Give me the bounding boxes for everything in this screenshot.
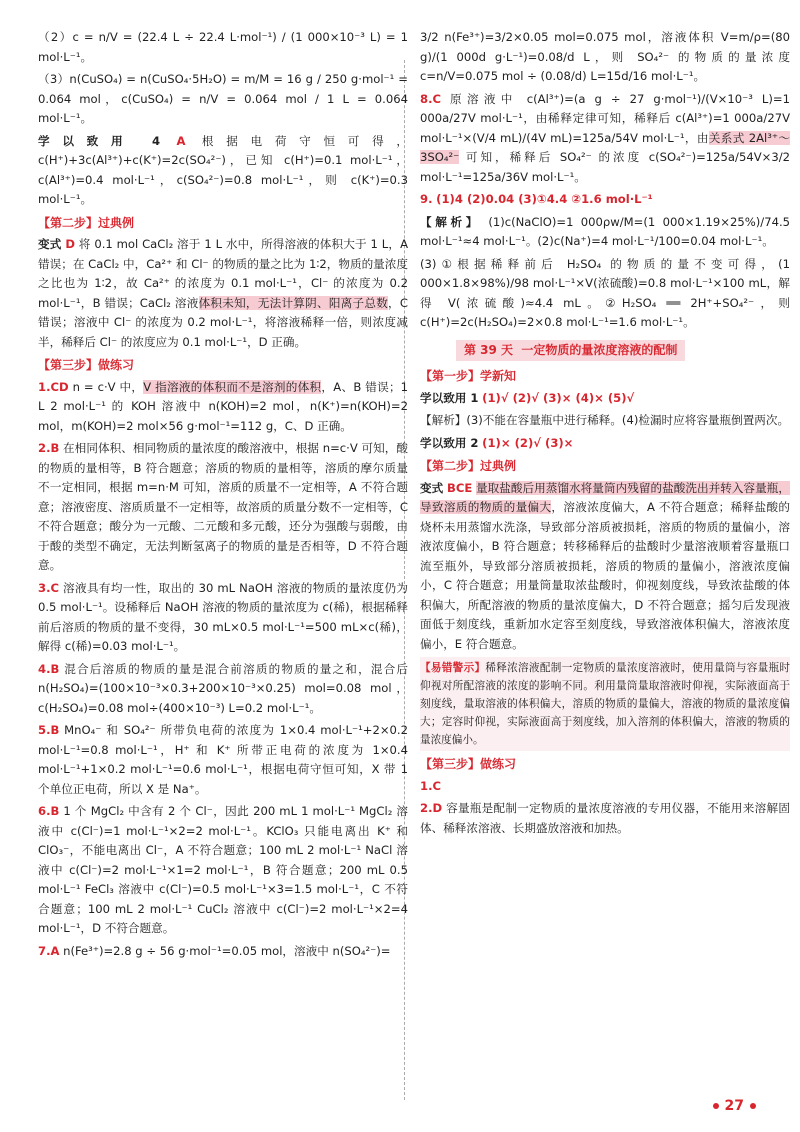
practice-1	[420, 777, 790, 797]
xy1-answers: (1)√ (2)√ (3)× (4)× (5)√	[482, 390, 635, 405]
q2-number: 2.B	[38, 441, 60, 455]
q3-text: 溶液具有均一性，取出的 30 mL NaOH 溶液的物质的量浓度仍为 0.5 mol·L⁻¹。设稀释后 NaOH 溶液的物质的量浓度为 c(稀)，根据稀释前后溶质的物质的量不变得，30 mL×0.5 mol·L⁻¹=500 mL×c(稀)，解得 c(稀)=0.03 mol·L⁻¹。	[38, 580, 408, 653]
q5-number: 5.B	[38, 723, 60, 737]
q5-paragraph	[38, 721, 408, 799]
variant-right-answer: BCE	[447, 480, 473, 495]
xy2-paragraph	[420, 434, 790, 454]
warning-note	[420, 657, 790, 751]
variant-text-b: ，C 错误；溶液中 Cl⁻ 的浓度为 0.2 mol·L⁻¹，将溶液稀释一倍，则浓度减半，稀释后 Cl⁻ 的浓度应为 0.1 mol·L⁻¹，D 正确。	[38, 295, 408, 349]
q9-answers: (1)4 (2)0.04 (3)①4.4 ②1.6 mol·L⁻¹	[436, 192, 653, 206]
formula-2: （2）c = n/V = (22.4 L ÷ 22.4 L·mol⁻¹) / (1 000×10⁻³ L) = 1 mol·L⁻¹。	[38, 30, 408, 64]
step3-heading: 【第三步】做练习	[38, 358, 135, 372]
warning-label: 【易错警示】	[420, 662, 486, 674]
day-number: 第 39 天	[464, 342, 514, 357]
q9-answer-line	[420, 190, 790, 210]
right-column	[420, 28, 790, 841]
q1-highlight: V 指溶液的体积而不是溶剂的体积	[143, 379, 322, 394]
variant-right-label: 变式	[420, 480, 444, 495]
q8-text-a: 原溶液中 c(Al³⁺)=(a g ÷ 27 g·mol⁻¹)/(V×10⁻³ L)=1 000a/27V mol·L⁻¹，由稀释定律可知，稀释后 c(Al³⁺)=1 000a/27V mol·L⁻¹×(V/4 mL)/(4V mL)=125a/54V mol·L⁻¹，由	[420, 91, 791, 145]
practice-2-number: 2.D	[420, 801, 443, 815]
page-number	[707, 1098, 762, 1114]
q8-number: 8.C	[420, 91, 441, 106]
xy4-text: 根据电荷守恒可得，c(H⁺)+3c(Al³⁺)+c(K⁺)=2c(SO₄²⁻)，已知 c(H⁺)=0.1 mol·L⁻¹，c(Al³⁺)=0.4 mol·L⁻¹，c(SO₄²⁻)=0.8 mol·L⁻¹，则 c(K⁺)=0.3 mol·L⁻¹。	[38, 133, 408, 206]
xy1-paragraph	[420, 389, 790, 409]
q9-analysis-2: (3)①根据稀释前后 H₂SO₄ 的物质的量不变可得，(1 000×1.8×98%)/98 mol·L⁻¹×V(浓硫酸)=0.8 mol·L⁻¹×100 mL，解得 V(浓硫酸)≈4.4 mL。②H₂SO₄ ══ 2H⁺+SO₄²⁻，则 c(H⁺)=2c(H₂SO₄)=2×0.8 mol·L⁻¹=1.6 mol·L⁻¹。	[420, 256, 790, 329]
step3-heading-right: 【第三步】做练习	[420, 757, 517, 771]
practice-1-number: 1.C	[420, 778, 441, 793]
q1-text-b: ，A、B 错误；1 L 2 mol·L⁻¹ 的 KOH 溶液中 n(KOH)=2 mol，n(K⁺)=n(KOH)=2 mol，m(KOH)=2 mol×56 g·mol⁻¹=112 g，C、D 正确。	[38, 379, 408, 433]
variant-right-text: ，溶液浓度偏大，A 不符合题意；稀释盐酸的烧杯未用蒸馏水洗涤，导致部分溶质被损耗，溶质的物质的量偏小，溶液浓度偏小，B 符合题意；转移稀释后的盐酸时少量溶液顺着容量瓶口流至瓶外，导致部分溶质被损耗，溶质的物质的量偏小，溶液浓度偏小，C 符合题意；用量筒量取浓盐酸时，仰视刻度线，导致浓盐酸的体积偏大，所配溶液的物质的量浓度偏大，D 不符合题意；摇匀后发现液面低于刻度线，重新加水定容至刻度线，导致溶液体积偏大，溶液浓度偏小，E 符合题意。	[420, 500, 790, 651]
left-column	[38, 28, 408, 964]
variant-right-highlight: 量取盐酸后用蒸馏水将量筒内残留的盐酸洗出并转入容量瓶，导致溶质的物质的量偏大	[420, 480, 790, 514]
practice-2	[420, 799, 790, 838]
xy1-label: 学以致用 1	[420, 390, 479, 405]
step1-heading: 【第一步】学新知	[420, 369, 517, 383]
q5-text: MnO₄⁻ 和 SO₄²⁻ 所带负电荷的浓度为 1×0.4 mol·L⁻¹+2×0.2 mol·L⁻¹=0.8 mol·L⁻¹，H⁺ 和 K⁺ 所带正电荷的浓度为 1×0.4 mol·L⁻¹+1×0.2 mol·L⁻¹=0.6 mol·L⁻¹，根据电荷守恒可知，X 带 1 个单位正电荷，所以 X 是 Na⁺。	[38, 723, 408, 796]
q6-text: 1 个 MgCl₂ 中含有 2 个 Cl⁻，因此 200 mL 1 mol·L⁻¹ MgCl₂ 溶液中 c(Cl⁻)=1 mol·L⁻¹×2=2 mol·L⁻¹。KClO₃ 只能电离出 K⁺ 和 ClO₃⁻，不能电离出 Cl⁻，A 不符合题意；100 mL 2 mol·L⁻¹ NaCl 溶液中 c(Cl⁻)=2 mol·L⁻¹×1=2 mol·L⁻¹，B 符合题意；200 mL 0.5 mol·L⁻¹ FeCl₃ 溶液中 c(Cl⁻)=0.5 mol·L⁻¹×3=1.5 mol·L⁻¹，C 不符合题意；100 mL 2 mol·L⁻¹ CuCl₂ 溶液中 c(Cl⁻)=2 mol·L⁻¹×2=4 mol·L⁻¹，D 不符合题意。	[38, 804, 409, 935]
q4-number: 4.B	[38, 661, 60, 676]
q6-number: 6.B	[38, 804, 60, 818]
q2-text: 在相同体积、相同物质的量浓度的酸溶液中，根据 n=c·V 可知，酸的物质的量相等，B 符合题意；溶质的物质的量相等，溶质的摩尔质量不一定相同，根据 m=n·M 可知，溶质的质量不一定相等，A 不符合题意；溶液密度、溶质质量不一定相等，故溶质的质量分数不一定相等，C 不符合题意；酸分为一元酸、二元酸和多元酸，还分为强酸与弱酸，由于酸的类型不确定，无法判断氢离子的物质的量是否相等，D 不符合题意。	[38, 441, 408, 572]
xy1-analysis: 【解析】(3)不能在容量瓶中进行稀释。(4)检漏时应将容量瓶倒置两次。	[420, 413, 790, 427]
q9-analysis-label: 【解析】	[420, 214, 481, 229]
variant-answer: D	[65, 237, 75, 251]
q4-text: 混合后溶质的物质的量是混合前溶质的物质的量之和，混合后 n(H₂SO₄)=(100×10⁻³×0.3+200×10⁻³×0.25) mol=0.08 mol，c(H₂SO₄)=0.08 mol÷(400×10⁻³) L=0.2 mol·L⁻¹。	[38, 661, 408, 715]
q9-analysis-1	[420, 213, 790, 252]
day-title: 一定物质的量浓度溶液的配制	[521, 342, 678, 357]
variant-text-a: 将 0.1 mol CaCl₂ 溶于 1 L 水中，所得溶液的体积大于 1 L，A 错误；在 CaCl₂ 中，Ca²⁺ 和 Cl⁻ 的物质的量之比为 1∶2，物质的量浓度之比也为 1∶2，故 Ca²⁺ 的浓度为 0.1 mol·L⁻¹，Cl⁻ 的浓度为 0.2 mol·L⁻¹，B 错误；CaCl₂ 溶液	[38, 237, 409, 310]
formula-3: （3）n(CuSO₄) = n(CuSO₄·5H₂O) = m/M = 16 g / 250 g·mol⁻¹ = 0.064 mol，c(CuSO₄) = n/V = 0.064 mol / 1 L = 0.064 mol·L⁻¹。	[38, 72, 408, 125]
q4-paragraph	[38, 660, 408, 719]
q8-highlight: 关系式 2Al³⁺～3SO₄²⁻	[420, 130, 791, 164]
variant-right-paragraph	[420, 479, 790, 655]
q7-continued: 3/2 n(Fe³⁺)=3/2×0.05 mol=0.075 mol，溶液体积 V=m/ρ=(80 g)/(1 000d g·L⁻¹)=0.08/d L，则 SO₄²⁻ 的物质的量浓度 c=n/V=0.075 mol ÷ (0.08/d) L=15d/16 mol·L⁻¹。	[420, 30, 790, 83]
xy2-label: 学以致用 2	[420, 435, 479, 450]
dot-icon	[750, 1103, 756, 1109]
q3-paragraph	[38, 579, 408, 657]
xy4-paragraph	[38, 132, 408, 210]
q7-text: n(Fe³⁺)=2.8 g ÷ 56 g·mol⁻¹=0.05 mol，溶液中 n(SO₄²⁻)=	[63, 943, 391, 958]
variant-label: 变式	[38, 237, 62, 251]
q7-number: 7.A	[38, 943, 60, 958]
practice-2-text: 容量瓶是配制一定物质的量浓度溶液的专用仪器，不能用来溶解固体、稀释浓溶液、长期盛放溶液和加热。	[420, 801, 790, 835]
q2-paragraph	[38, 439, 408, 576]
day-heading	[420, 336, 790, 364]
q1-paragraph	[38, 378, 408, 437]
q7-paragraph	[38, 942, 408, 962]
q3-number: 3.C	[38, 580, 59, 595]
day-badge	[456, 340, 685, 362]
step2-heading-right: 【第二步】过典例	[420, 459, 517, 473]
q1-number: 1.CD	[38, 379, 69, 394]
page-number-text: 27	[724, 1098, 744, 1114]
variant-paragraph	[38, 235, 408, 352]
q8-text-b: 可知，稀释后 SO₄²⁻ 的浓度 c(SO₄²⁻)=125a/54V×3/2 mol·L⁻¹=125a/36V mol·L⁻¹。	[420, 150, 790, 184]
dot-icon	[713, 1103, 719, 1109]
step2-heading: 【第二步】过典例	[38, 215, 135, 230]
q6-paragraph	[38, 802, 408, 939]
q9-number: 9.	[420, 192, 433, 206]
q9-analysis-text-1: (1)c(NaClO)=1 000ρw/M=(1 000×1.19×25%)/74.5 mol·L⁻¹≈4 mol·L⁻¹。(2)c(Na⁺)=4 mol·L⁻¹/100=0.04 mol·L⁻¹。	[420, 214, 791, 248]
q1-text-a: n = c·V 中，	[72, 379, 144, 394]
variant-highlight: 体积未知，无法计算阴、阳离子总数	[198, 295, 389, 310]
xy4-answer: A	[176, 133, 186, 148]
xy4-label: 学以致用 4	[38, 133, 161, 148]
q8-paragraph	[420, 90, 790, 188]
xy2-answers: (1)× (2)√ (3)×	[482, 435, 574, 450]
warning-text: 稀释浓溶液配制一定物质的量浓度溶液时，使用量筒与容量瓶时仰视对所配溶液的浓度的影响不同。利用量筒量取溶液时仰视，实际液面高于刻度线，量取溶液的体积偏大，溶质的物质的量偏大，溶液的物质的量浓度偏大；定容时仰视，实际液面高于刻度线，加入溶剂的体积偏大，溶液的物质的量浓度偏小。	[420, 662, 791, 746]
